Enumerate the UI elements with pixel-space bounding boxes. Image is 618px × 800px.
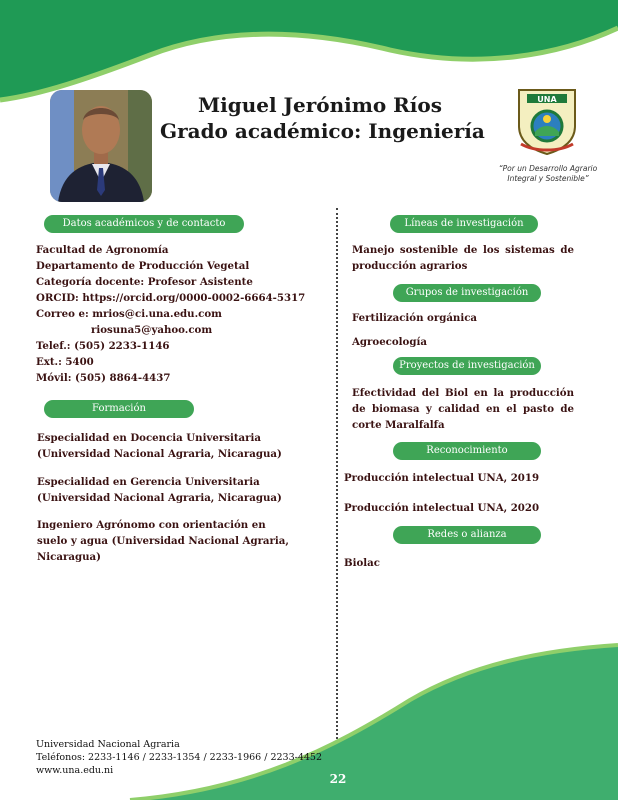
lineas-heading: Líneas de investigación bbox=[390, 215, 538, 233]
person-name: Miguel Jerónimo Ríos bbox=[197, 93, 443, 117]
formacion-item bbox=[37, 474, 282, 506]
contact-department: Departamento de Producción Vegetal bbox=[36, 260, 250, 272]
una-logo bbox=[515, 86, 579, 156]
logo-text: UNA bbox=[537, 95, 557, 104]
proyectos-heading: Proyectos de investigación bbox=[393, 357, 541, 375]
footer-phones: Teléfonos: 2233-1146 / 2233-1354 / 2233-1966 / 2233-4452 bbox=[36, 752, 323, 763]
footer-website: www.una.edu.ni bbox=[36, 765, 114, 776]
contact-email: Correo e: mrios@ci.una.edu.com bbox=[36, 308, 222, 320]
footer-organization: Universidad Nacional Agraria bbox=[36, 739, 180, 750]
formacion-item-line: suelo y agua (Universidad Nacional Agraria, bbox=[37, 535, 289, 547]
profile-heading bbox=[160, 92, 485, 144]
grupos-heading: Grupos de investigación bbox=[393, 284, 541, 302]
profile-photo bbox=[50, 90, 152, 202]
formacion-item-line: Especialidad en Gerencia Universitaria bbox=[37, 476, 260, 488]
lineas-text: Manejo sostenible de los sistemas de producción agrarios bbox=[352, 244, 574, 272]
reconocimiento-item: Producción intelectual UNA, 2020 bbox=[344, 502, 540, 514]
contact-orcid: ORCID: https://orcid.org/0000-0002-6664-5317 bbox=[36, 292, 306, 304]
redes-item: Biolac bbox=[344, 557, 380, 569]
academic-degree: Grado académico: Ingeniería bbox=[160, 119, 485, 143]
formacion-item-line: (Universidad Nacional Agraria, Nicaragua) bbox=[37, 492, 282, 504]
contact-mobile: Móvil: (505) 8864-4437 bbox=[36, 372, 171, 384]
formacion-item-line: Especialidad en Docencia Universitaria bbox=[37, 432, 261, 444]
slogan-line-1: “Por un Desarrollo Agrario bbox=[498, 164, 598, 173]
contact-phone: Telef.: (505) 2233-1146 bbox=[36, 340, 170, 352]
formacion-item-line: (Universidad Nacional Agraria, Nicaragua) bbox=[37, 448, 282, 460]
contact-category: Categoría docente: Profesor Asistente bbox=[36, 276, 253, 288]
formacion-item-line: Nicaragua) bbox=[37, 551, 101, 563]
grupos-item: Agroecología bbox=[352, 336, 427, 348]
page-number: 22 bbox=[329, 772, 347, 786]
contact-email-alt: riosuna5@yahoo.com bbox=[91, 324, 213, 336]
redes-heading: Redes o alianza bbox=[393, 526, 541, 544]
formacion-heading: Formación bbox=[44, 400, 194, 418]
contact-extension: Ext.: 5400 bbox=[36, 356, 94, 368]
grupos-item: Fertilización orgánica bbox=[352, 312, 478, 324]
reconocimiento-heading: Reconocimiento bbox=[393, 442, 541, 460]
slogan bbox=[486, 164, 610, 184]
slogan-line-2: Integral y Sostenible” bbox=[507, 174, 589, 183]
contact-faculty: Facultad de Agronomía bbox=[36, 244, 169, 256]
contact-details bbox=[36, 242, 305, 386]
formacion-item-line: Ingeniero Agrónomo con orientación en bbox=[37, 519, 266, 531]
formacion-item bbox=[37, 430, 282, 462]
formacion-item bbox=[37, 517, 289, 565]
proyectos-text: Efectividad del Biol en la producción de biomasa y calidad en el pasto de corte Maralfalfa bbox=[352, 387, 574, 431]
reconocimiento-item: Producción intelectual UNA, 2019 bbox=[344, 472, 540, 484]
footer bbox=[36, 738, 322, 777]
contact-heading: Datos académicos y de contacto bbox=[44, 215, 244, 233]
